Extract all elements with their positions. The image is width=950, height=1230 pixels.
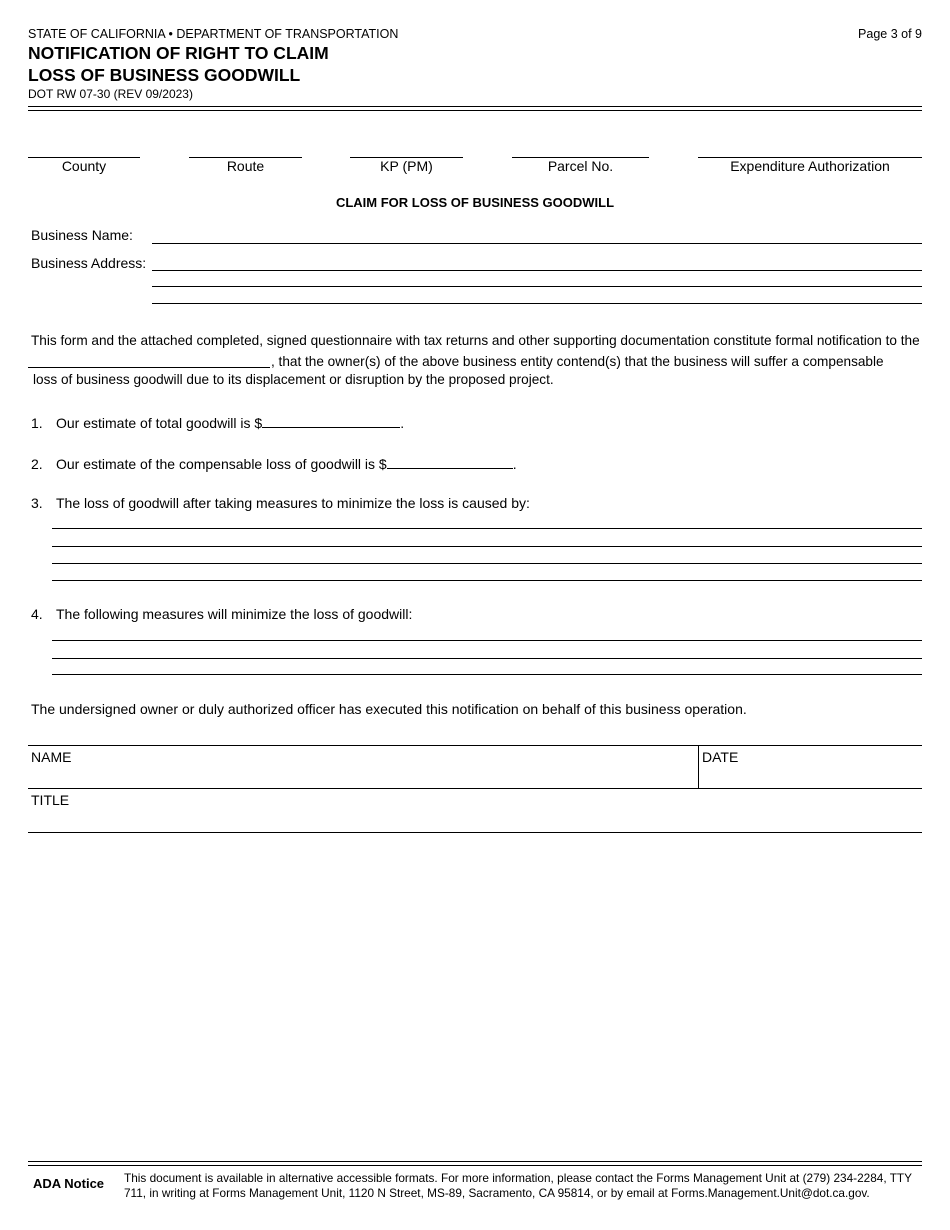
- date-field[interactable]: [700, 764, 920, 786]
- footer-divider-bottom: [28, 1165, 922, 1166]
- intro-line-2: , that the owner(s) of the above business entity contend(s) that the business will suffer a compensable: [271, 354, 884, 369]
- agency-line: STATE OF CALIFORNIA • DEPARTMENT OF TRANSPORTATION: [28, 27, 399, 41]
- item-1-suffix: .: [400, 415, 405, 431]
- item-2-suffix: .: [512, 456, 517, 472]
- item-3-input-3[interactable]: [52, 563, 922, 564]
- item-3-input-4[interactable]: [52, 580, 922, 581]
- county-label: County: [61, 158, 107, 174]
- signature-middle-border: [28, 788, 922, 789]
- expenditure-label: Expenditure Authorization: [730, 158, 890, 174]
- business-name-label: Business Name:: [31, 227, 133, 243]
- business-address-input-3[interactable]: [152, 303, 922, 304]
- name-field[interactable]: [28, 764, 694, 786]
- ada-notice-text: This document is available in alternative accessible formats. For more information, please contact the Forms Management Unit at (279) 234-2284, TTY 711, in writing at Forms Management Unit, 1120 N Street, MS-89, Sacramento, CA 95814, or by email at Forms.Management.Unit@dot.ca.gov.: [124, 1171, 912, 1200]
- footer-divider-top: [28, 1161, 922, 1162]
- item-3-input-2[interactable]: [52, 546, 922, 547]
- parcel-label: Parcel No.: [547, 158, 614, 174]
- business-name-input[interactable]: [152, 243, 922, 244]
- item-3-text: The loss of goodwill after taking measures to minimize the loss is caused by:: [56, 495, 530, 511]
- route-label: Route: [226, 158, 265, 174]
- signature-divider: [698, 745, 699, 788]
- item-1-number: 1.: [31, 415, 43, 431]
- form-id: DOT RW 07-30 (REV 09/2023): [28, 87, 193, 101]
- total-goodwill-input[interactable]: [262, 415, 400, 428]
- intro-line-3: loss of business goodwill due to its displacement or disruption by the proposed project.: [33, 372, 554, 387]
- business-address-input-2[interactable]: [152, 286, 922, 287]
- attestation-text: The undersigned owner or duly authorized officer has executed this notification on behalf of this business operation.: [31, 701, 747, 717]
- header-divider-bottom: [28, 110, 922, 111]
- item-4-text: The following measures will minimize the loss of goodwill:: [56, 606, 413, 622]
- title-label: TITLE: [31, 792, 70, 808]
- item-4-number: 4.: [31, 606, 43, 622]
- page-number: Page 3 of 9: [858, 27, 922, 41]
- date-label: DATE: [702, 749, 739, 765]
- form-title-line1: NOTIFICATION OF RIGHT TO CLAIM: [28, 43, 329, 63]
- ada-notice-label: ADA Notice: [33, 1176, 105, 1191]
- item-4-input-2[interactable]: [52, 658, 922, 659]
- item-1-row: [56, 415, 404, 431]
- item-2-text: Our estimate of the compensable loss of goodwill is $: [56, 456, 387, 472]
- item-2-row: [56, 456, 517, 472]
- signature-top-border: [28, 745, 922, 746]
- title-field[interactable]: [28, 808, 920, 830]
- item-4-input-3[interactable]: [52, 674, 922, 675]
- item-4-input-1[interactable]: [52, 640, 922, 641]
- item-3-input-1[interactable]: [52, 528, 922, 529]
- business-address-input-1[interactable]: [152, 270, 922, 271]
- agency-name-input[interactable]: [28, 367, 270, 368]
- form-title-line2: LOSS OF BUSINESS GOODWILL: [28, 65, 301, 85]
- intro-line-1: This form and the attached completed, signed questionnaire with tax returns and other supporting documentation constitute formal notification to the: [31, 333, 920, 348]
- kp-label: KP (PM): [380, 158, 433, 174]
- section-title: CLAIM FOR LOSS OF BUSINESS GOODWILL: [335, 195, 615, 210]
- item-3-number: 3.: [31, 495, 43, 511]
- signature-bottom-border: [28, 832, 922, 833]
- business-address-label: Business Address:: [31, 255, 147, 271]
- name-label: NAME: [31, 749, 72, 765]
- compensable-loss-input[interactable]: [387, 456, 513, 469]
- header-divider-top: [28, 106, 922, 107]
- item-1-text: Our estimate of total goodwill is $: [56, 415, 263, 431]
- item-2-number: 2.: [31, 456, 43, 472]
